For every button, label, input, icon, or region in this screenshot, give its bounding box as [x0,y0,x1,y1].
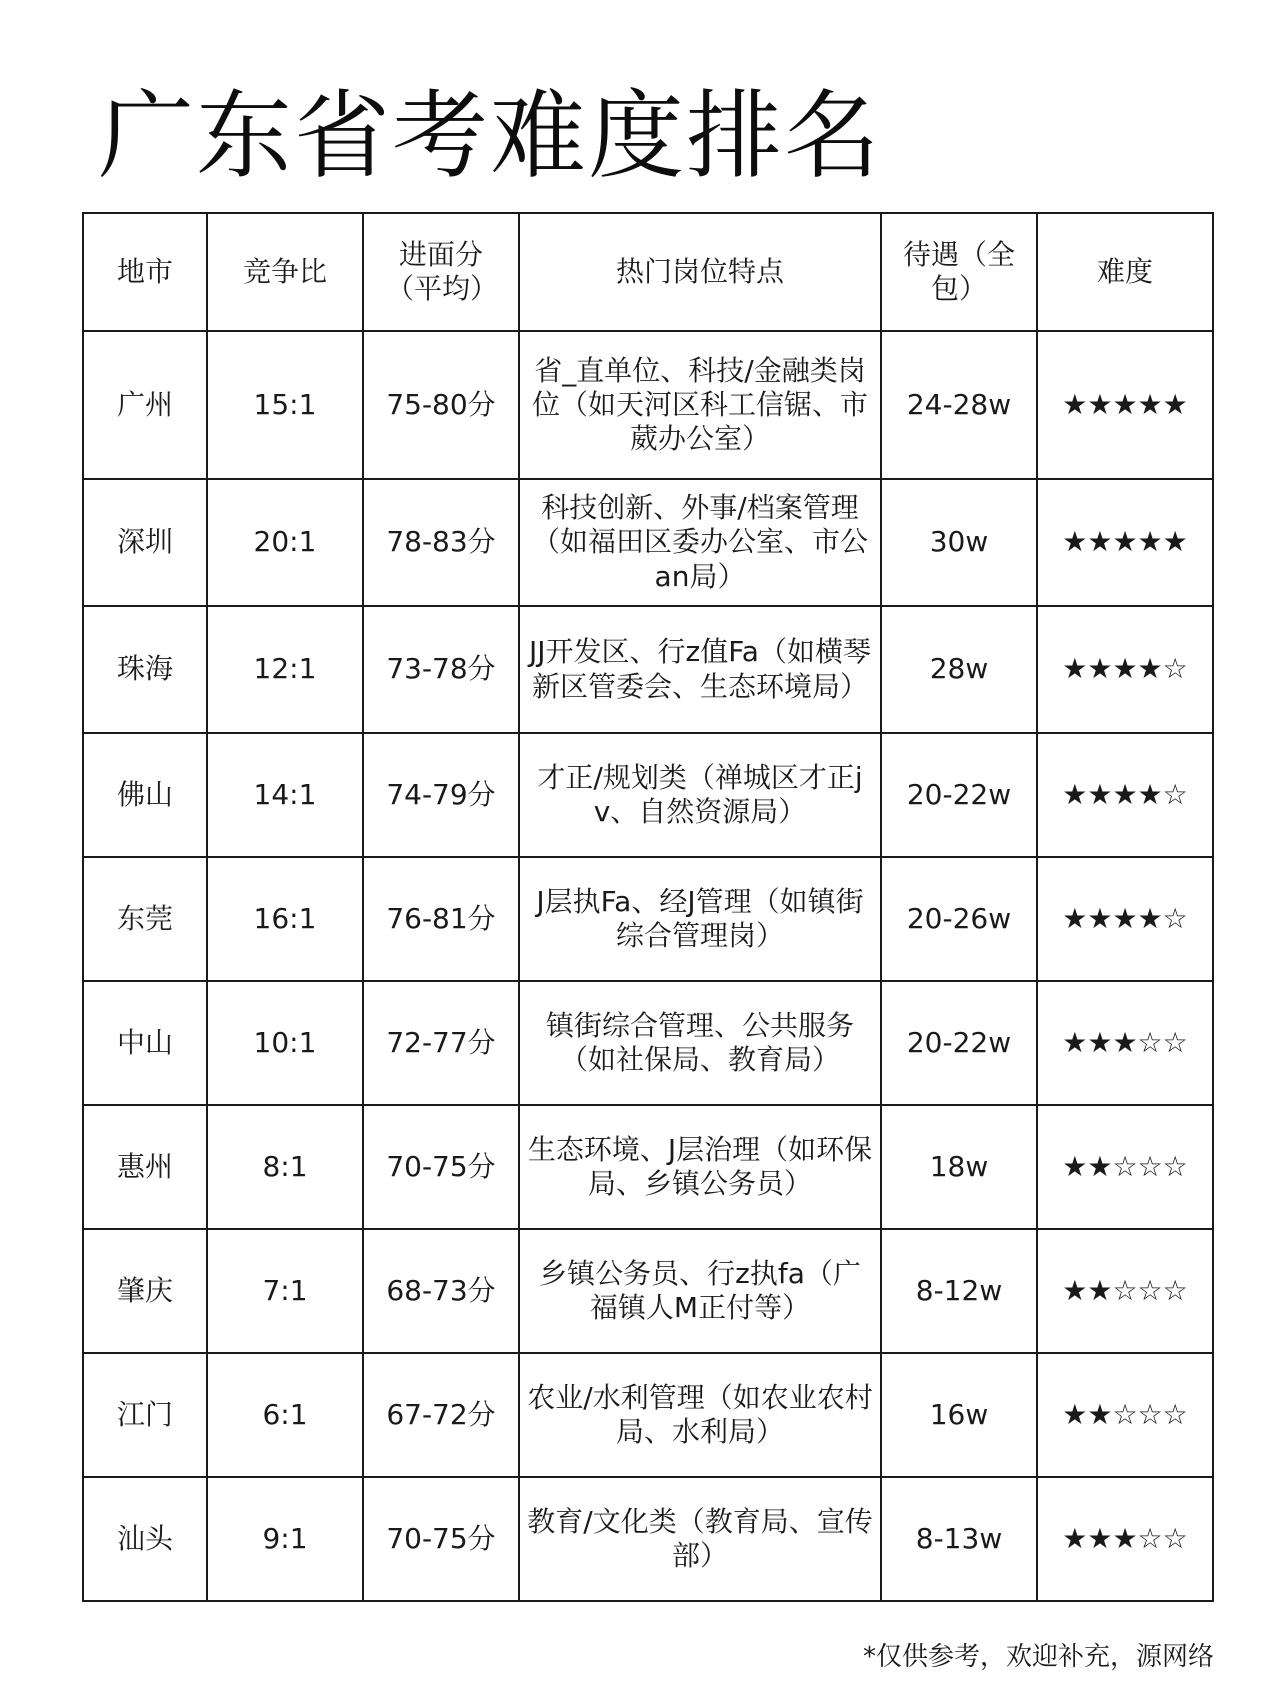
page-title: 广东省考难度排名 [98,80,882,192]
feature-cell: 镇街综合管理、公共服务（如社保局、教育局） [519,981,881,1105]
header-difficulty: 难度 [1037,213,1213,331]
pay-cell: 8-13w [881,1477,1037,1601]
score-cell: 78-83分 [363,479,519,606]
ratio-cell: 14:1 [207,733,363,857]
pay-cell: 20-22w [881,981,1037,1105]
table-row [83,606,1213,733]
score-cell: 72-77分 [363,981,519,1105]
city-cell: 中山 [83,981,207,1105]
city-cell: 汕头 [83,1477,207,1601]
table-row [83,1477,1213,1601]
ratio-cell: 9:1 [207,1477,363,1601]
difficulty-stars: ★★★☆☆ [1037,981,1213,1105]
table-row [83,1229,1213,1353]
pay-cell: 16w [881,1353,1037,1477]
pay-cell: 8-12w [881,1229,1037,1353]
header-pay: 待遇（全包） [881,213,1037,331]
pay-cell: 20-26w [881,857,1037,981]
ratio-cell: 8:1 [207,1105,363,1229]
pay-cell: 18w [881,1105,1037,1229]
feature-cell: 农业/水利管理（如农业农村局、水利局） [519,1353,881,1477]
score-cell: 73-78分 [363,606,519,733]
city-cell: 广州 [83,331,207,479]
difficulty-stars: ★★★★☆ [1037,733,1213,857]
ratio-cell: 6:1 [207,1353,363,1477]
difficulty-stars: ★★★★★ [1037,479,1213,606]
ratio-cell: 12:1 [207,606,363,733]
city-cell: 佛山 [83,733,207,857]
difficulty-stars: ★★★★☆ [1037,606,1213,733]
table-row [83,733,1213,857]
header-city: 地市 [83,213,207,331]
header-feature: 热门岗位特点 [519,213,881,331]
table-row [83,1105,1213,1229]
pay-cell: 24-28w [881,331,1037,479]
city-cell: 东莞 [83,857,207,981]
feature-cell: 省_直单位、科技/金融类岗位（如天河区科工信锯、市葳办公室） [519,331,881,479]
city-cell: 珠海 [83,606,207,733]
difficulty-stars: ★★★★★ [1037,331,1213,479]
difficulty-stars: ★★★★☆ [1037,857,1213,981]
pay-cell: 28w [881,606,1037,733]
difficulty-stars: ★★☆☆☆ [1037,1353,1213,1477]
header-score: 进面分（平均） [363,213,519,331]
feature-cell: 科技创新、外事/档案管理（如福田区委办公室、市公an局） [519,479,881,606]
score-cell: 67-72分 [363,1353,519,1477]
feature-cell: 才正/规划类（禅城区才正jv、自然资源局） [519,733,881,857]
score-cell: 68-73分 [363,1229,519,1353]
feature-cell: JJ开发区、行z值Fa（如横琴新区管委会、生态环境局） [519,606,881,733]
score-cell: 70-75分 [363,1477,519,1601]
ranking-table [82,212,1214,1602]
table-row [83,479,1213,606]
table-row [83,331,1213,479]
score-cell: 70-75分 [363,1105,519,1229]
city-cell: 深圳 [83,479,207,606]
table-row [83,857,1213,981]
city-cell: 惠州 [83,1105,207,1229]
footnote: *仅供参考，欢迎补充，源网络 [862,1642,1214,1672]
feature-cell: 教育/文化类（教育局、宣传部） [519,1477,881,1601]
pay-cell: 30w [881,479,1037,606]
feature-cell: J层执Fa、经J管理（如镇街综合管理岗） [519,857,881,981]
header-ratio: 竞争比 [207,213,363,331]
header-row [83,213,1213,331]
score-cell: 76-81分 [363,857,519,981]
pay-cell: 20-22w [881,733,1037,857]
difficulty-stars: ★★☆☆☆ [1037,1229,1213,1353]
ratio-cell: 10:1 [207,981,363,1105]
ratio-cell: 20:1 [207,479,363,606]
score-cell: 74-79分 [363,733,519,857]
ratio-cell: 16:1 [207,857,363,981]
table-row [83,1353,1213,1477]
difficulty-stars: ★★☆☆☆ [1037,1105,1213,1229]
score-cell: 75-80分 [363,331,519,479]
city-cell: 江门 [83,1353,207,1477]
feature-cell: 生态环境、J层治理（如环保局、乡镇公务员） [519,1105,881,1229]
feature-cell: 乡镇公务员、行z执fa（广福镇人M正付等） [519,1229,881,1353]
difficulty-stars: ★★★☆☆ [1037,1477,1213,1601]
city-cell: 肇庆 [83,1229,207,1353]
table-row [83,981,1213,1105]
ratio-cell: 7:1 [207,1229,363,1353]
ratio-cell: 15:1 [207,331,363,479]
